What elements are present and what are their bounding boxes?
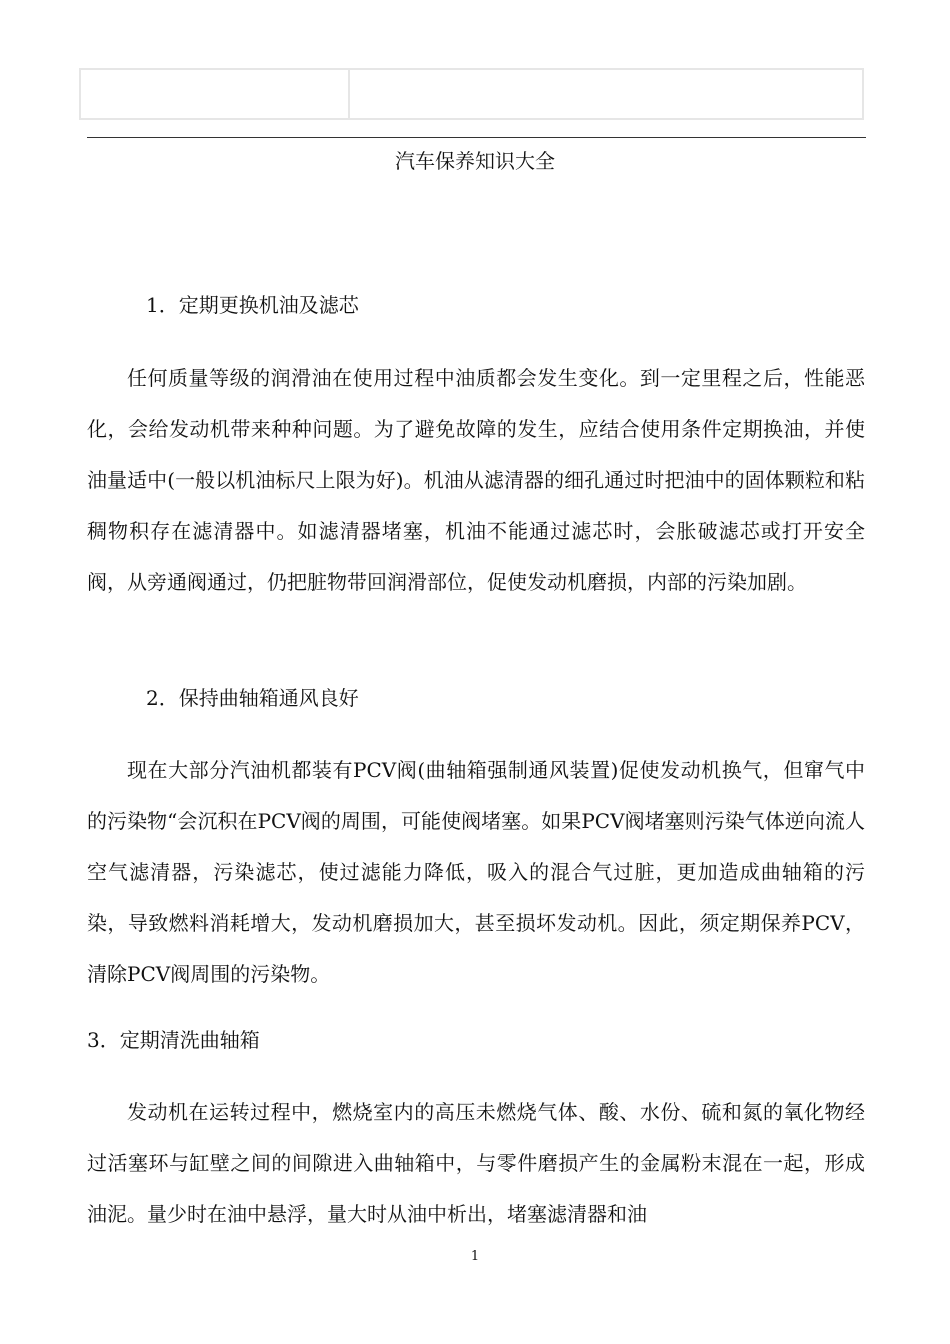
header-table — [79, 68, 864, 120]
section-3-paragraph: 发动机在运转过程中，燃烧室内的高压未燃烧气体、酸、水份、硫和氮的氧化物经过活塞环与缸壁之间的间隙进入曲轴箱中，与零件磨损产生的金属粉末混在一起，形成油泥。量少时在油中悬浮，量大时从油中析出，堵塞滤清器和油 — [87, 1100, 865, 1226]
section-1-heading: 1．定期更换机油及滤芯 — [146, 293, 359, 317]
header-cell-left — [81, 70, 350, 118]
section-2-heading: 2．保持曲轴箱通风良好 — [146, 686, 359, 710]
document-title: 汽车保养知识大全 — [395, 149, 555, 173]
section-2-paragraph: 现在大部分汽油机都装有PCV阀(曲轴箱强制通风装置)促使发动机换气，但窜气中的污染物“会沉积在PCV阀的周围，可能使阀堵塞。如果PCV阀堵塞则污染气体逆向流人空气滤清器，污染滤芯，使过滤能力降低，吸入的混合气过脏，更加造成曲轴箱的污染，导致燃料消耗增大，发动机磨损加大，甚至损坏发动机。因此，须定期保养PCV，清除PCV阀周围的污染物。 — [87, 758, 865, 986]
header-cell-right — [350, 70, 862, 118]
section-3-heading: 3．定期清洗曲轴箱 — [87, 1028, 260, 1052]
section-1-paragraph: 任何质量等级的润滑油在使用过程中油质都会发生变化。到一定里程之后，性能恶化，会给发动机带来种种问题。为了避免故障的发生，应结合使用条件定期换油，并使油量适中(一般以机油标尺上限为好)。机油从滤清器的细孔通过时把油中的固体颗粒和粘稠物积存在滤清器中。如滤清器堵塞，机油不能通过滤芯时，会胀破滤芯或打开安全阀，从旁通阀通过，仍把脏物带回润滑部位，促使发动机磨损，内部的污染加剧。 — [87, 366, 865, 594]
header-divider — [87, 137, 866, 138]
page-number: 1 — [470, 1249, 480, 1264]
